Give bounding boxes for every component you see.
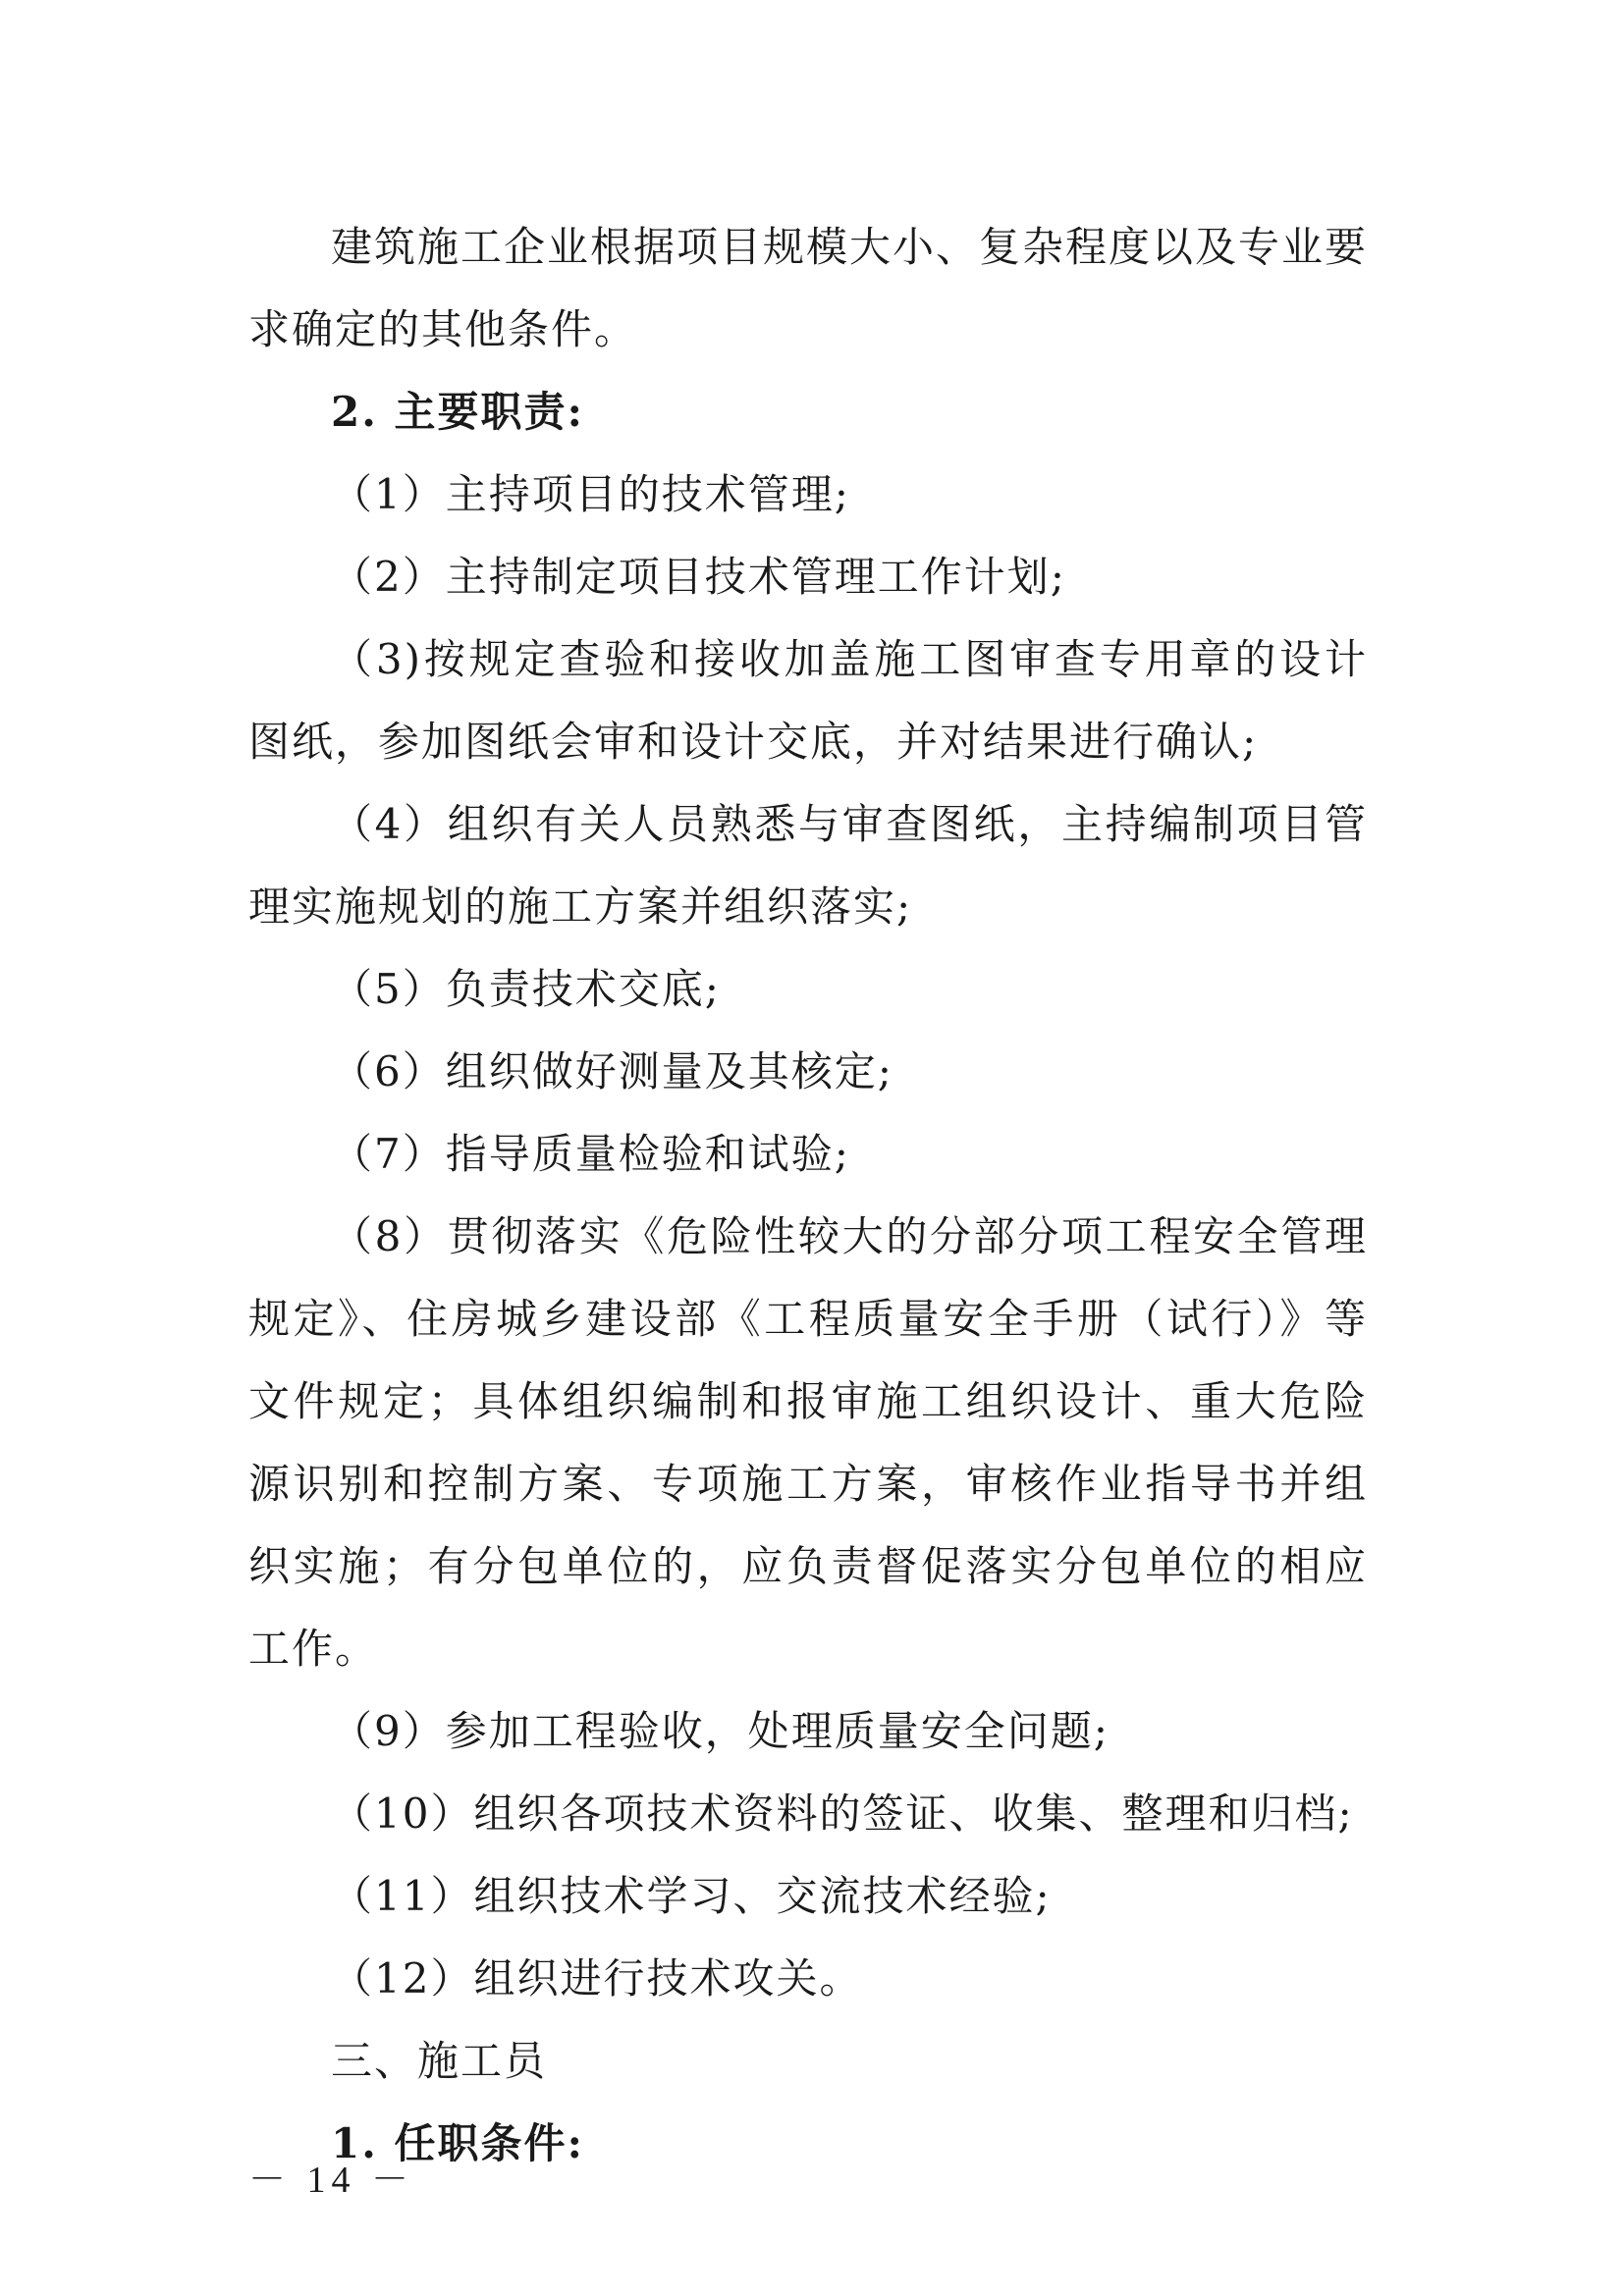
- duty-item-3: （3)按规定查验和接收加盖施工图审查专用章的设计图纸，参加图纸会审和设计交底，并对结果进行确认;: [248, 635, 1368, 766]
- duty-item-10: （10）组织各项技术资料的签证、收集、整理和归档;: [331, 1789, 1354, 1838]
- duty-item-2: （2）主持制定项目技术管理工作计划;: [331, 553, 1066, 601]
- document-body: [248, 206, 1368, 2185]
- duty-item-7: （7）指导质量检验和试验;: [331, 1130, 850, 1178]
- page-number: － 14 －: [248, 2160, 415, 2201]
- duty-item-11: （11）组织技术学习、交流技术经验;: [331, 1872, 1052, 1920]
- paragraph-other-conditions: 建筑施工企业根据项目规模大小、复杂程度以及专业要求确定的其他条件。: [248, 223, 1369, 353]
- duty-item-5: （5）负责技术交底;: [331, 965, 721, 1013]
- duty-item-6: （6）组织做好测量及其核定;: [331, 1047, 893, 1095]
- heading-qualifications: 1. 任职条件:: [331, 2119, 584, 2167]
- heading-main-duties: 2. 主要职责:: [331, 388, 584, 436]
- duty-item-12: （12）组织进行技术攻关。: [331, 1954, 863, 2002]
- duty-item-9: （9）参加工程验收，处理质量安全问题;: [331, 1707, 1110, 1755]
- duty-item-1: （1）主持项目的技术管理;: [331, 470, 850, 518]
- duty-item-8: （8）贯彻落实《危险性较大的分部分项工程安全管理规定》、住房城乡建设部《工程质量安全手册（试行）》等文件规定；具体组织编制和报审施工组织设计、重大危险源识别和控制方案、专项施工方案，审核作业指导书并组织实施；有分包单位的，应负责督促落实分包单位的相应工作。: [248, 1212, 1368, 1673]
- duty-item-4: （4）组织有关人员熟悉与审查图纸，主持编制项目管理实施规划的施工方案并组织落实;: [248, 800, 1368, 931]
- section-heading-constructor: 三、施工员: [331, 2037, 548, 2085]
